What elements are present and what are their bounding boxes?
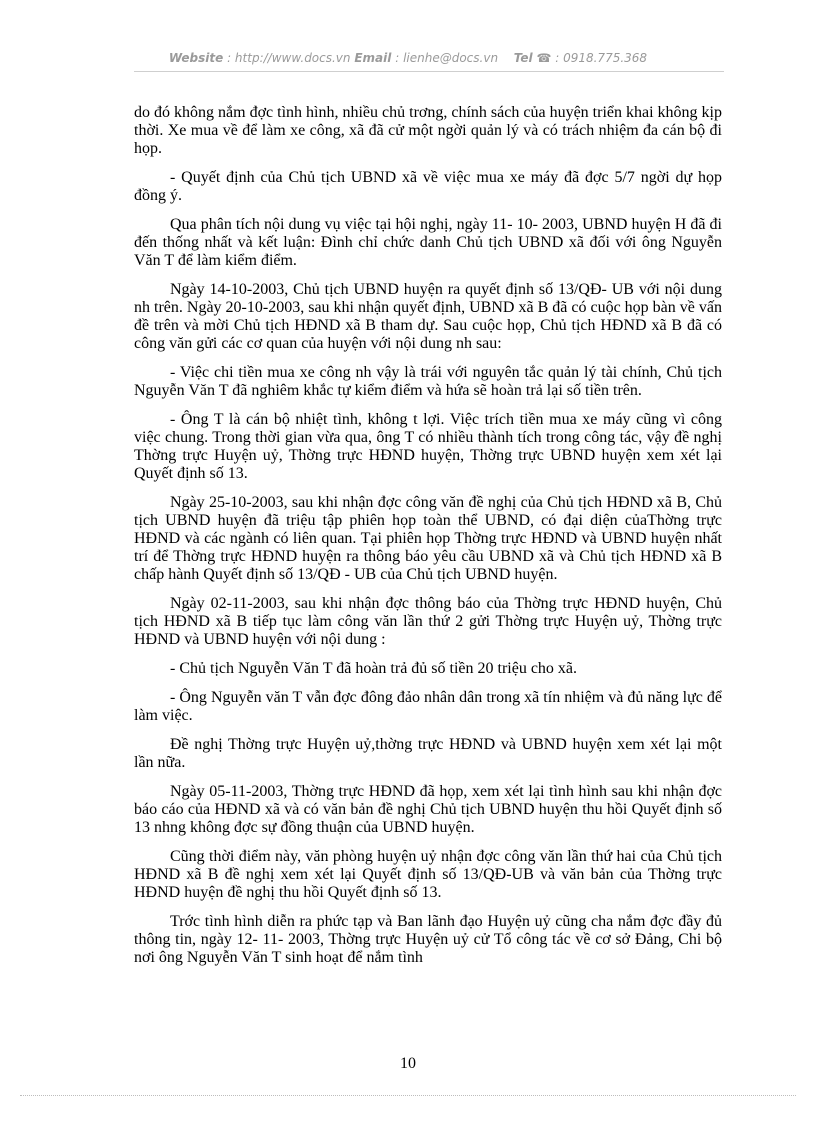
paragraph: Qua phân tích nội dung vụ việc tại hội nghị, ngày 11- 10- 2003, UBND huyện H đã đi đến thống nhất và kết luận: Đình chỉ chức danh Chủ tịch UBND xã đối với ông Nguyễn Văn T để làm kiểm điểm.: [134, 216, 722, 269]
paragraph: - Việc chi tiền mua xe công nh vậy là trái với nguyên tắc quản lý tài chính, Chủ tịch Nguyễn Văn T đã nghiêm khắc tự kiểm điểm và hứa sẽ hoàn trả lại số tiền trên.: [134, 364, 722, 399]
phone-icon: ☎: [536, 51, 552, 65]
tel-number: : 0918.775.368: [555, 51, 648, 65]
paragraph: - Ông T là cán bộ nhiệt tình, không t lợi. Việc trích tiền mua xe máy cũng vì công việc chung. Trong thời gian vừa qua, ông T có nhiều thành tích trong công tác, vậy đề nghị Thờng trực Huyện uỷ, Thờng trực HĐND huyện, Thờng trực UBND huyện xem xét lại Quyết định số 13.: [134, 411, 722, 482]
paragraph: - Quyết định của Chủ tịch UBND xã về việc mua xe máy đã đợc 5/7 ngời dự họp đồng ý.: [134, 169, 722, 204]
paragraph: Đề nghị Thờng trực Huyện uỷ,thờng trực HĐND và UBND huyện xem xét lại một lần nữa.: [134, 736, 722, 771]
paragraph: Ngày 25-10-2003, sau khi nhận đợc công văn đề nghị của Chủ tịch HĐND xã B, Chủ tịch UBND huyện đã triệu tập phiên họp toàn thể UBND, có đại diện củaThờng trực HĐND và các ngành có liên quan. Tại phiên họp Thờng trực HĐND và UBND huyện nhất trí để Thờng trực HĐND huyện ra thông báo yêu cầu UBND xã và Chủ tịch HĐND xã B chấp hành Quyết định số 13/QĐ - UB của Chủ tịch UBND huyện.: [134, 494, 722, 583]
paragraph: do đó không nắm đợc tình hình, nhiều chủ trơng, chính sách của huyện triển khai không kịp thời. Xe mua về để làm xe công, xã đã cử một ngời quản lý và có trách nhiệm đa cán bộ đi họp.: [134, 104, 722, 157]
header-divider: [134, 71, 724, 72]
paragraph: Trớc tình hình diễn ra phức tạp và Ban lãnh đạo Huyện uỷ cũng cha nắm đợc đầy đủ thông tin, ngày 12- 11- 2003, Thờng trực Huyện uỷ cử Tổ công tác về cơ sở Đảng, Chi bộ nơi ông Nguyễn Văn T sinh hoạt để nắm tình: [134, 913, 722, 966]
website-url[interactable]: : http://www.docs.vn: [227, 51, 351, 65]
paragraph: - Ông Nguyễn văn T vẫn đợc đông đảo nhân dân trong xã tín nhiệm và đủ năng lực để làm việc.: [134, 689, 722, 724]
email-label: Email: [354, 51, 392, 65]
paragraph: - Chủ tịch Nguyễn Văn T đã hoàn trả đủ số tiền 20 triệu cho xã.: [170, 660, 578, 677]
tel-label: Tel: [513, 51, 533, 65]
document-body: [134, 104, 722, 978]
page-number: 10: [400, 1055, 416, 1072]
website-label: Website: [168, 51, 224, 65]
paragraph: Ngày 02-11-2003, sau khi nhận đợc thông báo của Thờng trực HĐND huyện, Chủ tịch HĐND xã B tiếp tục làm công văn lần thứ 2 gửi Thờng trực Huyện uỷ, Thờng trực HĐND và UBND huyện với nội dung :: [134, 595, 722, 648]
paragraph: Cũng thời điểm này, văn phòng huyện uỷ nhận đợc công văn lần thứ hai của Chủ tịch HĐND xã B đề nghị xem xét lại Quyết định số 13/QĐ-UB và văn bản của Thờng trực HĐND huyện đề nghị thu hồi Quyết định số 13.: [134, 848, 722, 901]
footer-divider: [20, 1095, 796, 1096]
email-address[interactable]: : lienhe@docs.vn: [395, 51, 499, 65]
page-header: [0, 51, 816, 65]
paragraph: Ngày 14-10-2003, Chủ tịch UBND huyện ra quyết định số 13/QĐ- UB với nội dung nh trên. Ngày 20-10-2003, sau khi nhận quyết định, UBND xã B đã có cuộc họp bàn về vấn đề trên và mời Chủ tịch HĐND xã B tham dự. Sau cuộc họp, Chủ tịch HĐND xã B đã có công văn gửi các cơ quan của huyện với nội dung nh sau:: [134, 281, 722, 352]
paragraph: Ngày 05-11-2003, Thờng trực HĐND đã họp, xem xét lại tình hình sau khi nhận đợc báo cáo của HĐND xã và có văn bản đề nghị Chủ tịch UBND huyện thu hồi Quyết định số 13 nhng không đợc sự đồng thuận của UBND huyện.: [134, 783, 722, 836]
